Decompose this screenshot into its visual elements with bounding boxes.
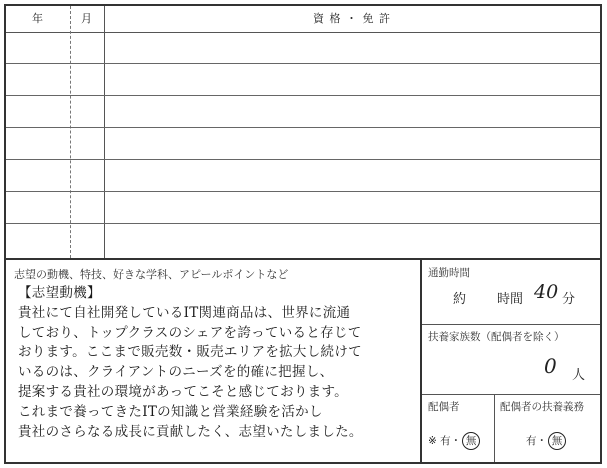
spouse-note-mark: ※ [428, 435, 437, 447]
month-header: 月 [81, 12, 93, 25]
support-yes-option[interactable]: 有 [526, 435, 537, 447]
spouse-choice [428, 432, 480, 450]
motivation-line: しており、トップクラスのシェアを誇っていると存じて [18, 324, 362, 341]
motivation-line: いるのは、クライアントのニーズを的確に把握し、 [18, 364, 334, 381]
commute-minutes-unit: 分 [562, 292, 576, 307]
commute-minutes-value: 40 [534, 281, 559, 303]
spouse-separator: ・ [450, 435, 462, 447]
spouse-support-choice [526, 432, 566, 450]
qualification-row[interactable] [6, 224, 600, 256]
qualifications-header [6, 6, 600, 33]
qualification-header: 資 格 ・ 免 許 [313, 12, 391, 25]
motivation-line: 貴社のさらなる成長に貢献したく、志望いたしました。 [18, 423, 363, 440]
motivation-box[interactable] [6, 260, 422, 462]
spouse-support-cell[interactable] [494, 394, 600, 462]
qualification-row[interactable] [6, 192, 600, 224]
dependents-cell[interactable] [422, 324, 600, 395]
qualifications-table [4, 4, 602, 260]
spouse-row [422, 394, 600, 462]
spouse-cell[interactable] [422, 394, 495, 462]
support-separator: ・ [536, 435, 547, 447]
spouse-no-option-circled[interactable]: 無 [462, 432, 480, 450]
dependents-unit: 人 [572, 368, 586, 383]
qualification-row[interactable] [6, 64, 600, 96]
year-header: 年 [32, 12, 44, 25]
motivation-label: 志望の動機、特技、好きな学科、アピールポイントなど [14, 268, 289, 281]
motivation-text [18, 284, 416, 442]
commute-hours-unit: 時間 [497, 292, 524, 307]
motivation-line: 貴社にて自社開発しているIT関連商品は、世界に流通 [18, 304, 351, 321]
commute-cell[interactable] [422, 260, 600, 325]
spouse-support-label: 配偶者の扶養義務 [500, 401, 584, 413]
qualification-rows [6, 32, 600, 258]
commute-label: 通勤時間 [428, 267, 470, 279]
qualification-row[interactable] [6, 160, 600, 192]
motivation-line: 提案する貴社の環境があってこそと感じております。 [18, 383, 348, 400]
dependents-count: 0 [544, 354, 557, 378]
support-no-option-circled[interactable]: 無 [548, 432, 566, 450]
bottom-section [4, 260, 602, 464]
spouse-label: 配偶者 [428, 401, 460, 413]
qualification-row[interactable] [6, 32, 600, 64]
motivation-line: これまで養ってきたITの知識と営業経験を活かし [18, 403, 323, 420]
qualification-row[interactable] [6, 128, 600, 160]
commute-about: 約 [453, 292, 467, 307]
dependents-label: 扶養家族数（配偶者を除く） [428, 331, 565, 343]
spouse-yes-option[interactable]: 有 [440, 435, 451, 447]
qualification-row[interactable] [6, 96, 600, 128]
motivation-line: おります。ここまで販売数・販売エリアを拡大し続けて [18, 344, 362, 361]
motivation-line: 【志望動機】 [18, 285, 101, 301]
details-column [422, 260, 600, 462]
